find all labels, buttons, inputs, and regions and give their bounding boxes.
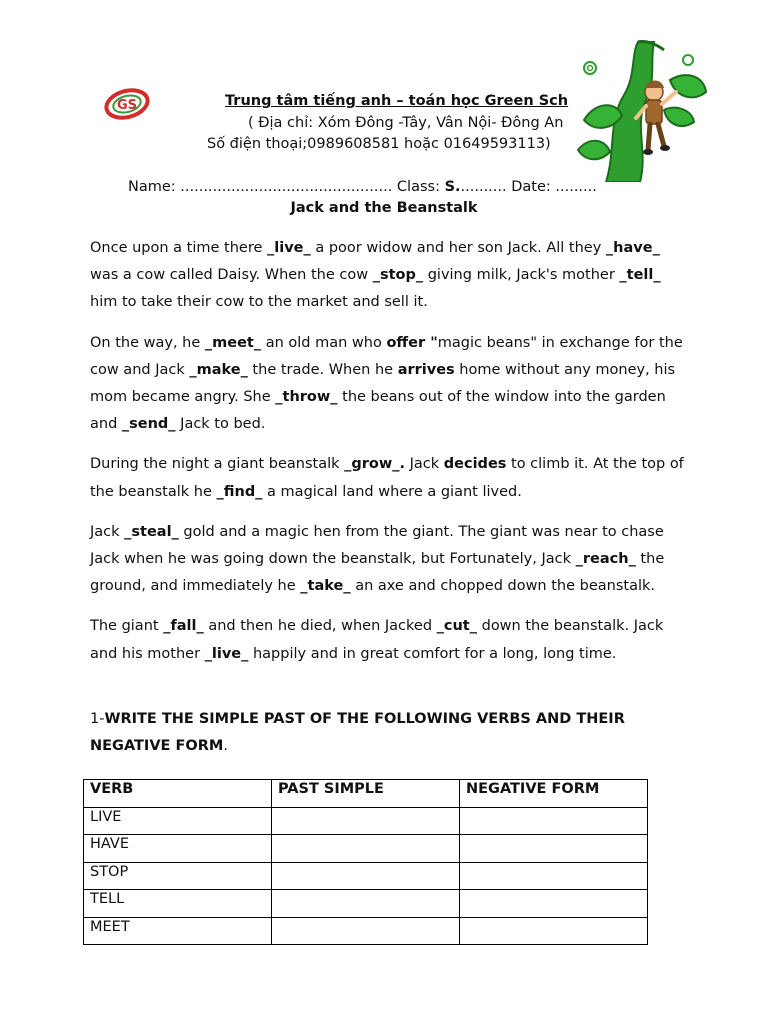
story-text: gold and a magic hen from the giant. The giant was near to chase Jack when he was going down the beanstalk, but Fortunately, Jack (90, 523, 664, 568)
verb-blank: decides (443, 456, 507, 473)
story-paragraph (90, 330, 690, 439)
past-simple-cell[interactable] (272, 835, 460, 863)
story-text: happily and in great comfort for a long, long time. (248, 645, 617, 662)
story-text: The giant (90, 618, 164, 635)
verb-blank: _stop_ (372, 267, 424, 284)
past-simple-cell[interactable] (272, 890, 460, 918)
verb-cell: LIVE (84, 807, 272, 835)
table-row (84, 835, 648, 863)
verb-blank: _steal_ (124, 523, 179, 540)
verb-blank: _have_ (605, 240, 660, 256)
exercise-instruction (90, 706, 690, 760)
story-text: a poor widow and her son Jack. All they (310, 240, 606, 256)
verb-cell: TELL (84, 890, 272, 918)
past-simple-cell[interactable] (272, 862, 460, 890)
table-row (84, 862, 648, 890)
school-logo-icon (104, 86, 150, 122)
story-text: the ground, and immediately he (90, 551, 665, 595)
jack-beanstalk-icon (576, 40, 708, 182)
verb-blank: _tell_ (619, 267, 661, 284)
negative-form-cell[interactable] (460, 890, 648, 918)
story-text: an old man who (261, 334, 387, 351)
verb-blank: _find_ (216, 483, 263, 500)
verb-blank: _make_ (189, 361, 248, 378)
header-past-simple: PAST SIMPLE (272, 780, 460, 808)
verb-blank: _fall_ (163, 618, 204, 635)
story-title: Jack and the Beanstalk (290, 200, 478, 216)
class-blank: .......... (460, 179, 507, 195)
story-paragraph (90, 451, 690, 505)
school-address: ( Địa chỉ: Xóm Đông -Tây, Vân Nội- Đông An (248, 115, 564, 131)
verb-blank: offer " (386, 334, 438, 351)
exercise-number: 1- (90, 711, 105, 727)
negative-form-cell[interactable] (460, 917, 648, 945)
exercise-text: WRITE THE SIMPLE PAST OF THE FOLLOWING VERBS AND THEIR NEGATIVE FORM (90, 711, 625, 755)
verb-blank: _live_ (204, 645, 249, 662)
story-body (90, 235, 690, 681)
verb-blank: _cut_ (436, 618, 477, 635)
class-value: S. (444, 179, 461, 195)
negative-form-cell[interactable] (460, 807, 648, 835)
verb-cell: MEET (84, 917, 272, 945)
verb-blank: _take_ (300, 578, 351, 595)
table-row (84, 890, 648, 918)
exercise-end: . (223, 738, 228, 755)
verb-cell: STOP (84, 862, 272, 890)
table-row (84, 807, 648, 835)
negative-form-cell[interactable] (460, 862, 648, 890)
story-text: down the beanstalk. Jack and his mother (90, 618, 664, 662)
verb-blank: _meet_ (204, 334, 262, 351)
student-info-line (128, 179, 597, 195)
story-text: Once upon a time there (90, 240, 268, 256)
story-text: During the night a giant beanstalk (90, 456, 345, 473)
past-simple-cell[interactable] (272, 917, 460, 945)
story-text: Jack to bed. (175, 416, 266, 433)
table-row (84, 917, 648, 945)
story-text: an axe and chopped down the beanstalk. (350, 578, 656, 595)
verb-blank: arrives (397, 361, 455, 378)
story-text: On the way, he (90, 334, 205, 351)
story-text: and then he died, when Jacked (203, 618, 437, 635)
story-paragraph (90, 613, 690, 667)
story-paragraph (90, 235, 690, 317)
school-phone: Số điện thoại;0989608581 hoặc 01649593113) (207, 136, 551, 152)
story-text: Jack (405, 456, 444, 473)
verb-blank: _live_ (267, 240, 311, 256)
story-text: Jack (90, 523, 125, 540)
verb-blank: _reach_ (575, 551, 636, 568)
name-blank: .............................................. (180, 179, 393, 195)
verb-blank: _send_ (121, 416, 176, 433)
verb-blank: _throw_ (275, 389, 338, 406)
past-simple-cell[interactable] (272, 807, 460, 835)
verb-table (83, 779, 648, 945)
story-text: giving milk, Jack's mother (423, 267, 620, 284)
school-name-title: Trung tâm tiếng anh – toán học Green Sch (225, 93, 569, 109)
story-text: the trade. When he (247, 361, 398, 378)
story-text: to climb it. At the top of the beanstalk he (90, 456, 684, 500)
class-label: Class: (392, 179, 445, 195)
story-text: was a cow called Daisy. When the cow (90, 267, 373, 284)
table-header-row (84, 780, 648, 808)
story-text: magic beans" in exchange for the cow and Jack (90, 334, 683, 378)
date-label: Date: (506, 179, 556, 195)
svg-text:GS: GS (116, 98, 138, 113)
header-negative-form: NEGATIVE FORM (460, 780, 648, 808)
date-blank: ......... (555, 179, 597, 195)
story-text: a magical land where a giant lived. (262, 483, 522, 500)
negative-form-cell[interactable] (460, 835, 648, 863)
header-verb: VERB (84, 780, 272, 808)
story-text: the beans out of the window into the garden and (90, 389, 666, 433)
story-text: him to take their cow to the market and sell it. (90, 294, 428, 311)
name-label: Name: (128, 179, 181, 195)
story-paragraph (90, 519, 690, 601)
verb-cell: HAVE (84, 835, 272, 863)
story-text: home without any money, his mom became angry. She (90, 361, 676, 406)
verb-blank: _grow_. (344, 456, 406, 473)
